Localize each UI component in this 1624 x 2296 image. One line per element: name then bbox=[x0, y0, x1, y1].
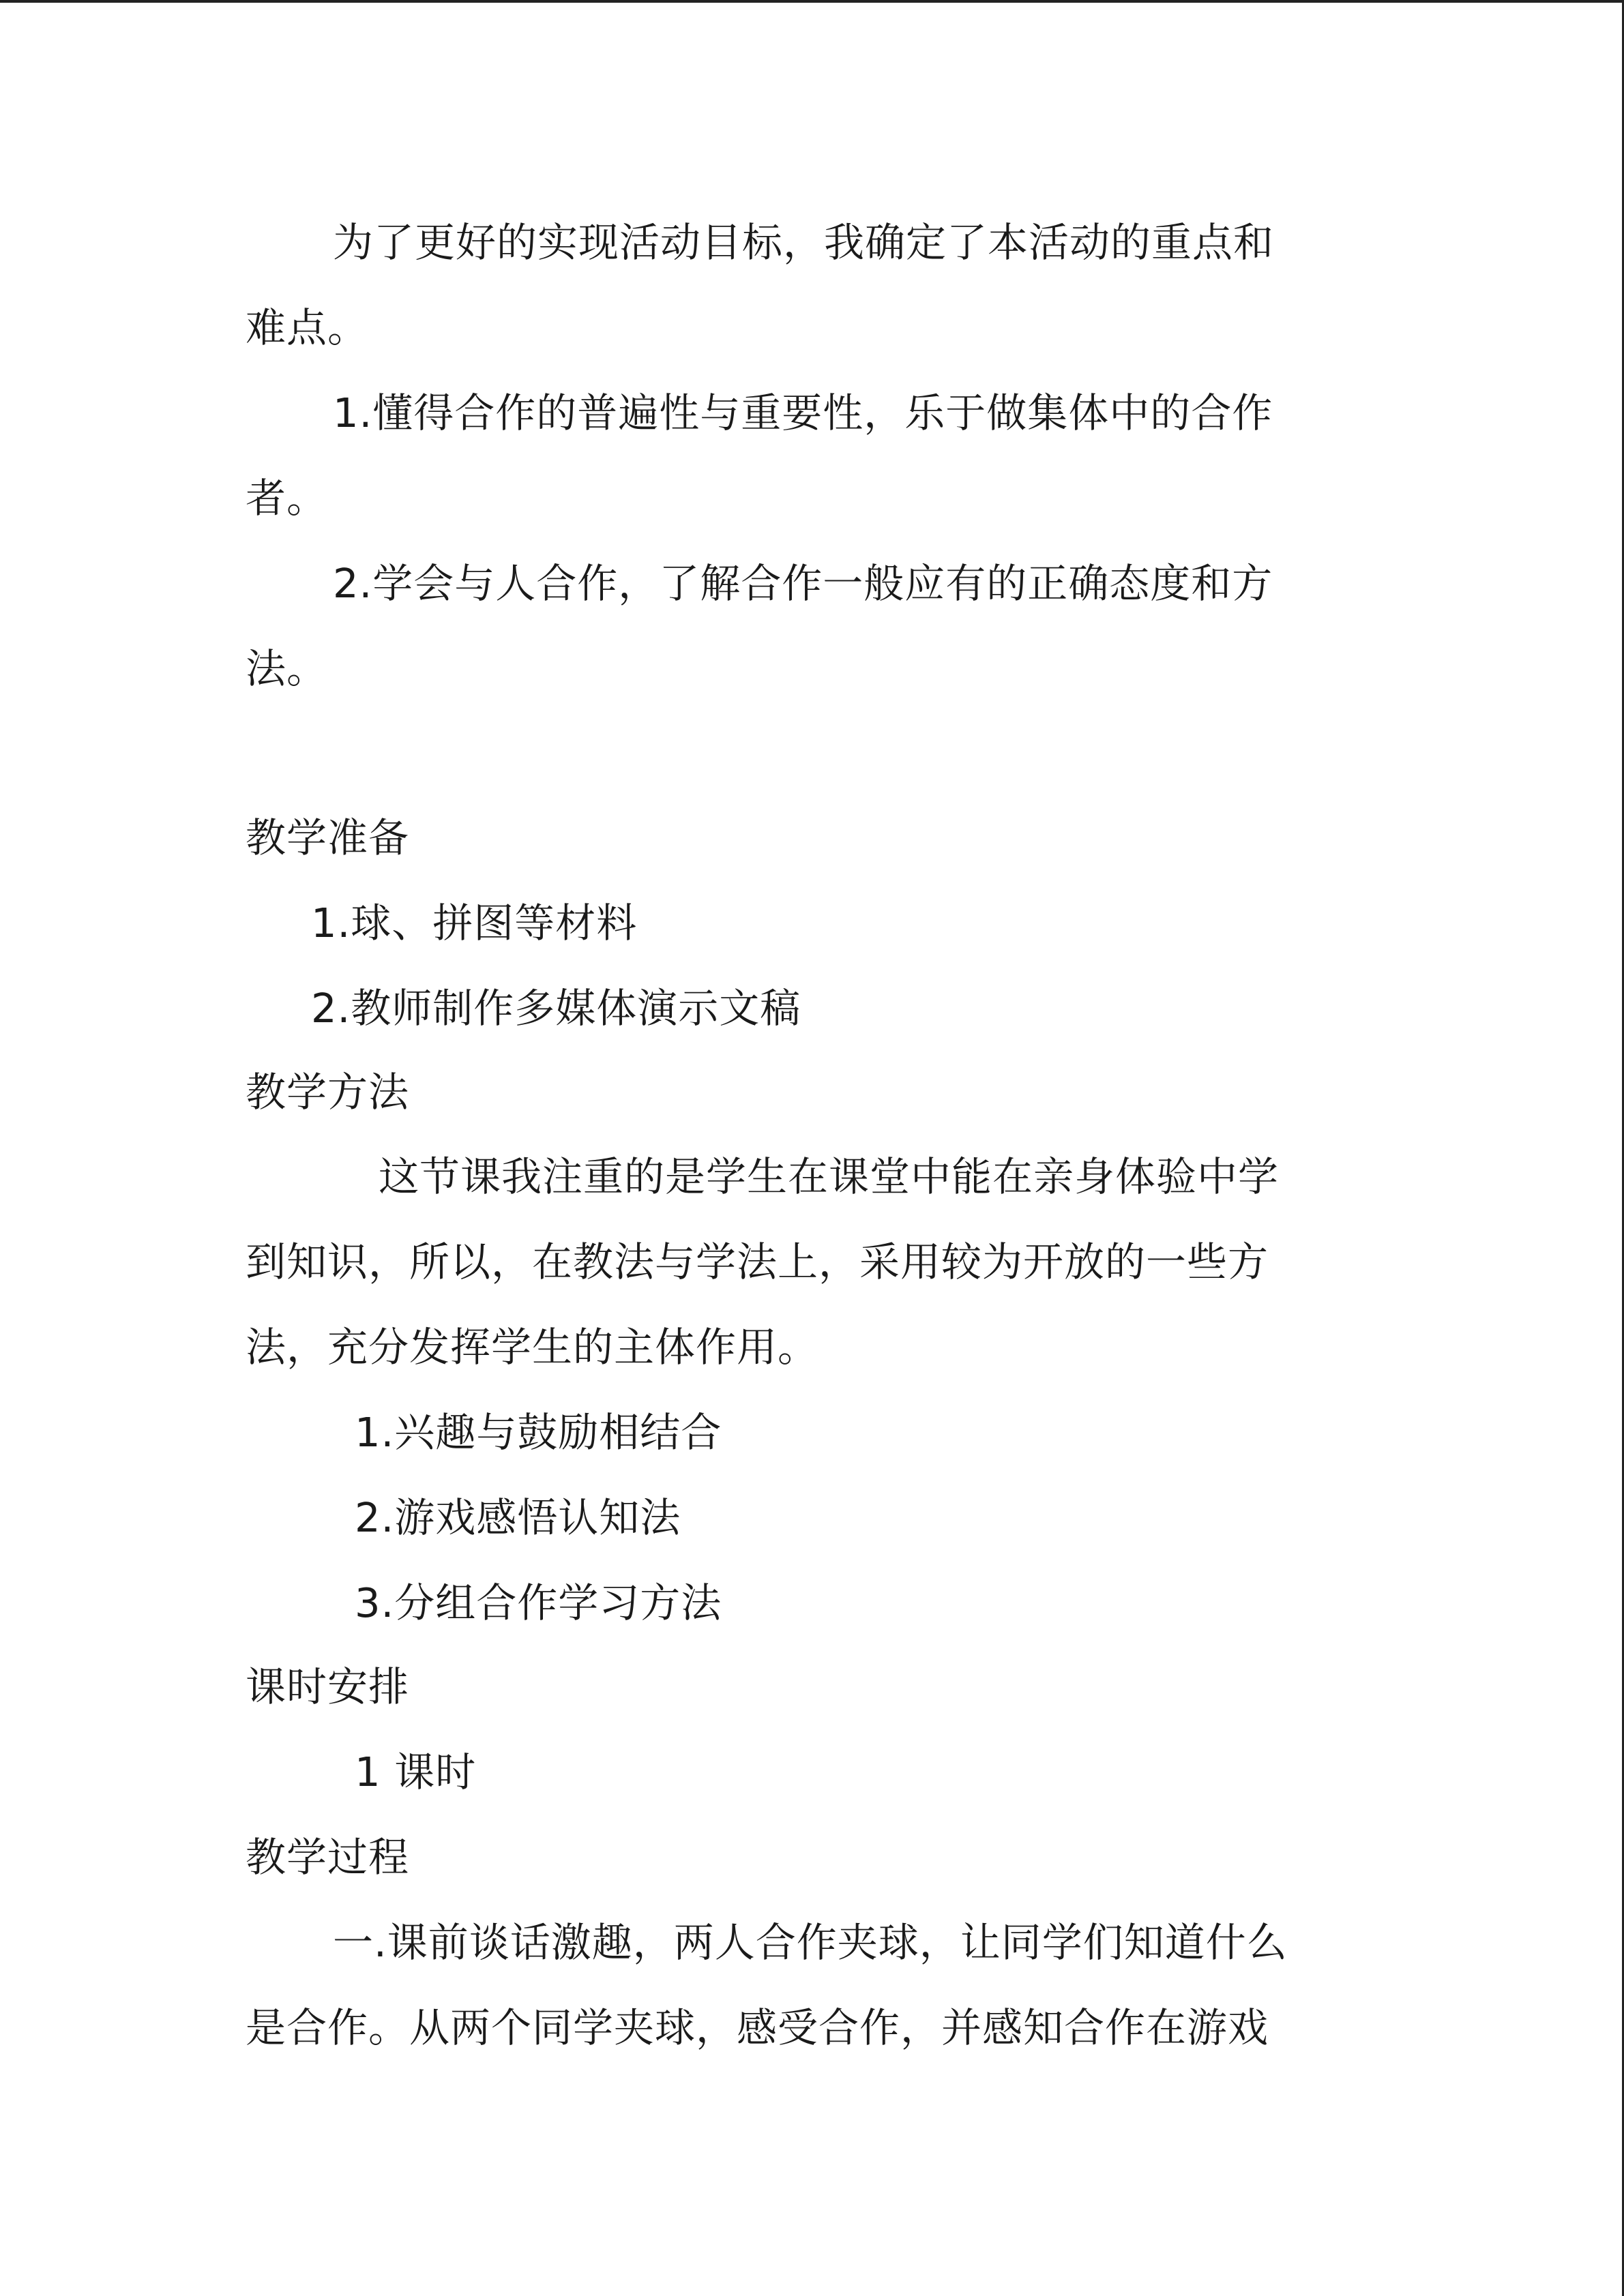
list-item-line: 2.学会与人合作，了解合作一般应有的正确态度和方 bbox=[333, 560, 1273, 607]
section-heading: 教学准备 bbox=[246, 814, 410, 861]
paragraph-line: 难点。 bbox=[246, 304, 369, 351]
paragraph-line: 到知识，所以，在教法与学法上，采用较为开放的一些方 bbox=[246, 1238, 1269, 1285]
list-item-line: 法。 bbox=[246, 645, 328, 692]
list-item: 2.教师制作多媒体演示文稿 bbox=[311, 985, 801, 1032]
paragraph-line: 为了更好的实现活动目标，我确定了本活动的重点和 bbox=[333, 219, 1275, 266]
section-heading: 课时安排 bbox=[246, 1663, 410, 1710]
list-item: 2.游戏感悟认知法 bbox=[355, 1494, 681, 1541]
list-item: 1 课时 bbox=[355, 1748, 477, 1795]
paragraph-line: 一.课前谈话激趣，两人合作夹球，让同学们知道什么 bbox=[333, 1919, 1288, 1966]
paragraph-line: 这节课我注重的是学生在课堂中能在亲身体验中学 bbox=[379, 1153, 1280, 1200]
list-item-line: 者。 bbox=[246, 475, 328, 522]
list-item: 3.分组合作学习方法 bbox=[355, 1579, 722, 1626]
list-item-line: 1.懂得合作的普遍性与重要性，乐于做集体中的合作 bbox=[333, 389, 1273, 436]
paragraph-line: 是合作。从两个同学夹球，感受合作，并感知合作在游戏 bbox=[246, 2004, 1269, 2051]
list-item: 1.球、拼图等材料 bbox=[311, 899, 638, 946]
list-item: 1.兴趣与鼓励相结合 bbox=[355, 1409, 722, 1456]
section-heading: 教学过程 bbox=[246, 1834, 410, 1881]
section-heading: 教学方法 bbox=[246, 1069, 410, 1116]
paragraph-line: 法，充分发挥学生的主体作用。 bbox=[246, 1324, 819, 1371]
